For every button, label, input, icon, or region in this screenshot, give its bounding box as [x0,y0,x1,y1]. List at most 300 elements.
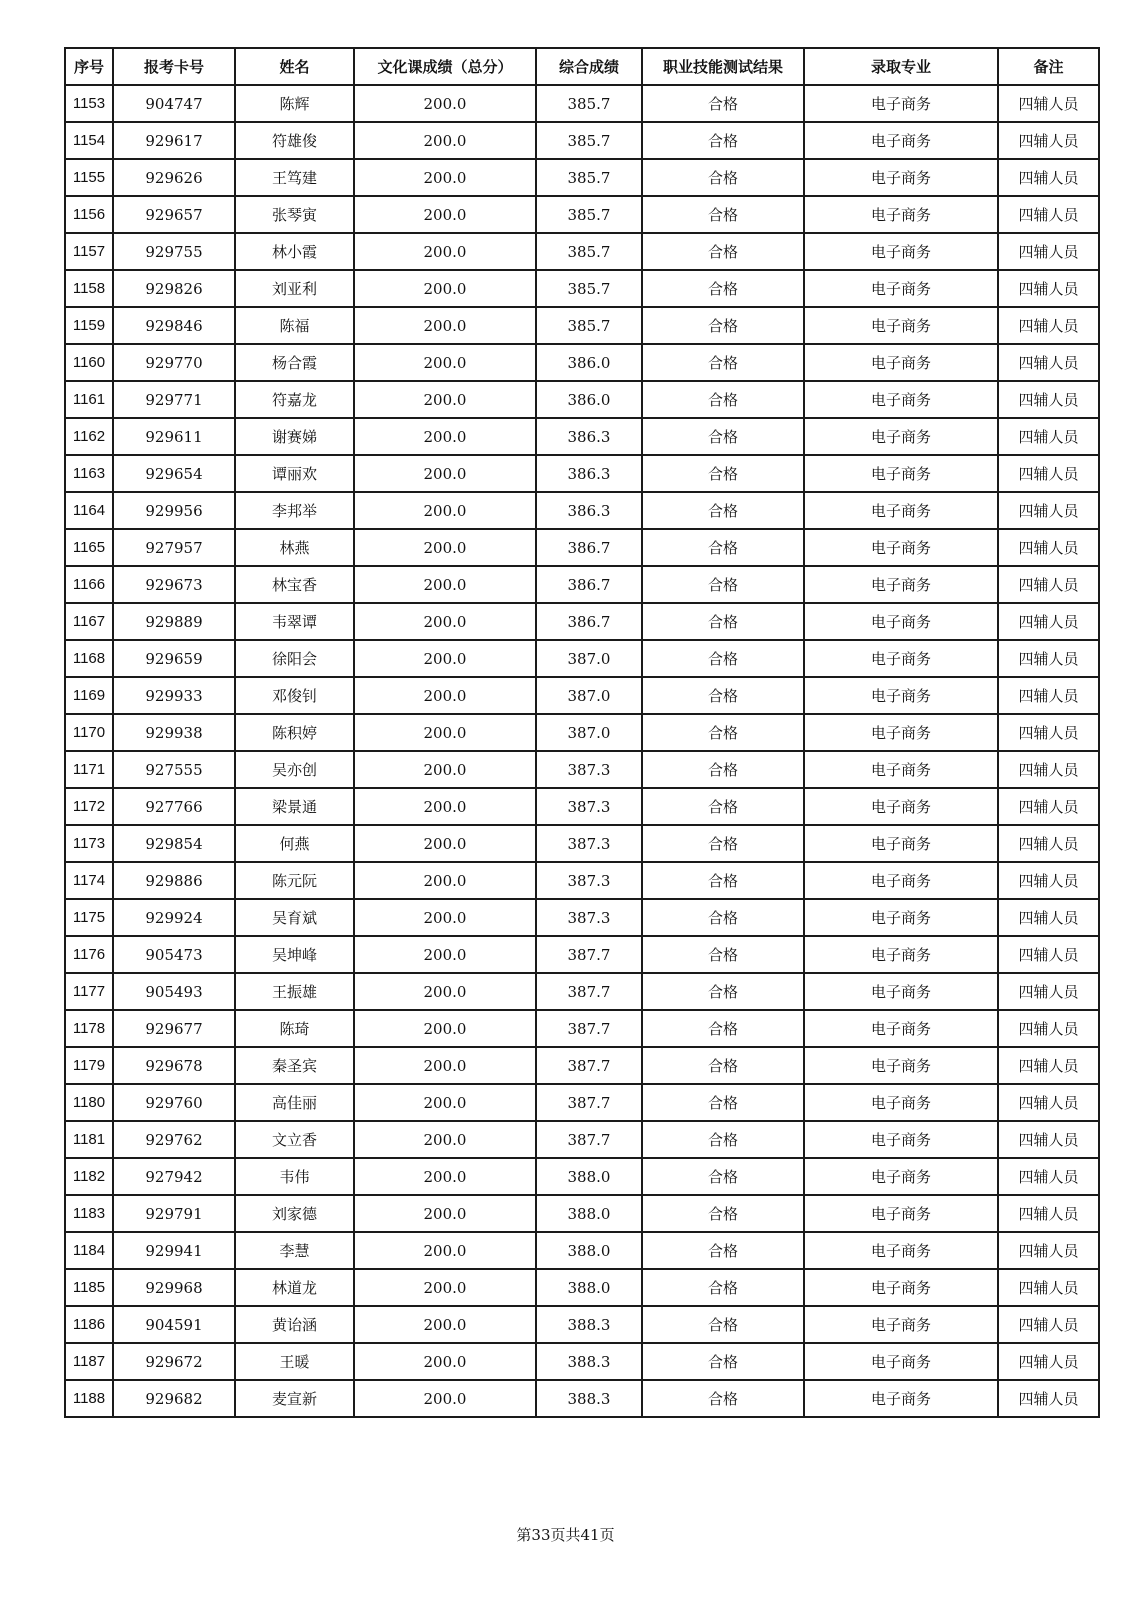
cell-seq: 1162 [65,418,113,455]
cell-overall-score: 387.3 [536,899,642,936]
cell-culture-score: 200.0 [354,1047,536,1084]
cell-skill-test: 合格 [642,418,804,455]
cell-name: 黄诒涵 [235,1306,354,1343]
cell-skill-test: 合格 [642,566,804,603]
cell-seq: 1154 [65,122,113,159]
cell-name: 何燕 [235,825,354,862]
cell-overall-score: 388.3 [536,1306,642,1343]
cell-remark: 四辅人员 [998,344,1099,381]
cell-overall-score: 385.7 [536,233,642,270]
cell-name: 陈福 [235,307,354,344]
cell-culture-score: 200.0 [354,862,536,899]
cell-skill-test: 合格 [642,1269,804,1306]
header-overall-score: 综合成绩 [536,48,642,85]
cell-seq: 1185 [65,1269,113,1306]
cell-skill-test: 合格 [642,196,804,233]
cell-name: 符雄俊 [235,122,354,159]
header-seq: 序号 [65,48,113,85]
page-number: 第33页共41页 [516,1526,615,1544]
cell-seq: 1167 [65,603,113,640]
cell-name: 陈元阮 [235,862,354,899]
cell-major: 电子商务 [804,788,998,825]
cell-seq: 1179 [65,1047,113,1084]
cell-major: 电子商务 [804,1380,998,1417]
cell-culture-score: 200.0 [354,85,536,122]
cell-remark: 四辅人员 [998,973,1099,1010]
table-row [65,1343,1099,1380]
cell-seq: 1159 [65,307,113,344]
cell-skill-test: 合格 [642,85,804,122]
table-row [65,825,1099,862]
cell-name: 林道龙 [235,1269,354,1306]
cell-remark: 四辅人员 [998,677,1099,714]
cell-skill-test: 合格 [642,270,804,307]
cell-remark: 四辅人员 [998,1010,1099,1047]
cell-skill-test: 合格 [642,1306,804,1343]
cell-skill-test: 合格 [642,1121,804,1158]
cell-culture-score: 200.0 [354,307,536,344]
cell-culture-score: 200.0 [354,233,536,270]
cell-seq: 1187 [65,1343,113,1380]
cell-skill-test: 合格 [642,1380,804,1417]
cell-overall-score: 387.0 [536,714,642,751]
cell-card-number: 927555 [113,751,235,788]
cell-name: 刘家德 [235,1195,354,1232]
table-row [65,603,1099,640]
cell-overall-score: 387.7 [536,973,642,1010]
table-row [65,159,1099,196]
cell-remark: 四辅人员 [998,751,1099,788]
cell-culture-score: 200.0 [354,381,536,418]
cell-name: 王暖 [235,1343,354,1380]
table-row [65,492,1099,529]
cell-skill-test: 合格 [642,529,804,566]
cell-culture-score: 200.0 [354,936,536,973]
cell-major: 电子商务 [804,677,998,714]
cell-skill-test: 合格 [642,1195,804,1232]
header-card-number: 报考卡号 [113,48,235,85]
cell-skill-test: 合格 [642,455,804,492]
cell-card-number: 929846 [113,307,235,344]
table-row [65,122,1099,159]
cell-card-number: 929755 [113,233,235,270]
cell-overall-score: 388.0 [536,1158,642,1195]
cell-seq: 1182 [65,1158,113,1195]
cell-name: 韦伟 [235,1158,354,1195]
cell-major: 电子商务 [804,196,998,233]
cell-remark: 四辅人员 [998,1306,1099,1343]
table-row [65,307,1099,344]
cell-major: 电子商务 [804,936,998,973]
cell-remark: 四辅人员 [998,936,1099,973]
cell-card-number: 929770 [113,344,235,381]
cell-name: 陈琦 [235,1010,354,1047]
cell-seq: 1186 [65,1306,113,1343]
cell-overall-score: 386.0 [536,381,642,418]
cell-name: 王笃建 [235,159,354,196]
cell-card-number: 929938 [113,714,235,751]
cell-remark: 四辅人员 [998,307,1099,344]
table-row [65,1047,1099,1084]
cell-overall-score: 386.7 [536,566,642,603]
cell-culture-score: 200.0 [354,1195,536,1232]
cell-culture-score: 200.0 [354,344,536,381]
table-row [65,1158,1099,1195]
cell-major: 电子商务 [804,529,998,566]
cell-card-number: 904591 [113,1306,235,1343]
cell-card-number: 929771 [113,381,235,418]
cell-remark: 四辅人员 [998,455,1099,492]
cell-major: 电子商务 [804,899,998,936]
cell-remark: 四辅人员 [998,640,1099,677]
cell-card-number: 929968 [113,1269,235,1306]
cell-seq: 1157 [65,233,113,270]
cell-overall-score: 387.7 [536,1121,642,1158]
table-row [65,1084,1099,1121]
cell-culture-score: 200.0 [354,159,536,196]
cell-card-number: 929682 [113,1380,235,1417]
cell-skill-test: 合格 [642,492,804,529]
cell-overall-score: 385.7 [536,307,642,344]
cell-name: 林燕 [235,529,354,566]
cell-culture-score: 200.0 [354,714,536,751]
table-row [65,344,1099,381]
cell-culture-score: 200.0 [354,1232,536,1269]
cell-major: 电子商务 [804,344,998,381]
cell-name: 谭丽欢 [235,455,354,492]
cell-culture-score: 200.0 [354,1343,536,1380]
cell-major: 电子商务 [804,492,998,529]
cell-remark: 四辅人员 [998,788,1099,825]
cell-overall-score: 388.3 [536,1343,642,1380]
cell-seq: 1183 [65,1195,113,1232]
cell-name: 林小霞 [235,233,354,270]
cell-overall-score: 386.3 [536,455,642,492]
cell-major: 电子商务 [804,1158,998,1195]
cell-culture-score: 200.0 [354,529,536,566]
cell-remark: 四辅人员 [998,603,1099,640]
cell-skill-test: 合格 [642,1232,804,1269]
cell-remark: 四辅人员 [998,529,1099,566]
cell-remark: 四辅人员 [998,1158,1099,1195]
cell-seq: 1188 [65,1380,113,1417]
cell-seq: 1155 [65,159,113,196]
cell-skill-test: 合格 [642,1084,804,1121]
cell-seq: 1171 [65,751,113,788]
table-row [65,566,1099,603]
cell-skill-test: 合格 [642,381,804,418]
header-skill-test: 职业技能测试结果 [642,48,804,85]
cell-card-number: 929886 [113,862,235,899]
cell-major: 电子商务 [804,122,998,159]
cell-major: 电子商务 [804,307,998,344]
cell-seq: 1158 [65,270,113,307]
cell-name: 张琴寅 [235,196,354,233]
cell-seq: 1173 [65,825,113,862]
cell-card-number: 929826 [113,270,235,307]
cell-skill-test: 合格 [642,1343,804,1380]
cell-overall-score: 387.3 [536,788,642,825]
cell-remark: 四辅人员 [998,862,1099,899]
cell-major: 电子商务 [804,825,998,862]
table-row [65,1269,1099,1306]
cell-seq: 1176 [65,936,113,973]
cell-card-number: 927942 [113,1158,235,1195]
cell-seq: 1175 [65,899,113,936]
cell-skill-test: 合格 [642,677,804,714]
cell-remark: 四辅人员 [998,270,1099,307]
table-body [65,85,1099,1417]
cell-card-number: 929924 [113,899,235,936]
cell-overall-score: 387.0 [536,677,642,714]
cell-remark: 四辅人员 [998,714,1099,751]
cell-name: 高佳丽 [235,1084,354,1121]
cell-seq: 1180 [65,1084,113,1121]
cell-major: 电子商务 [804,418,998,455]
cell-overall-score: 388.0 [536,1232,642,1269]
cell-culture-score: 200.0 [354,492,536,529]
cell-major: 电子商务 [804,862,998,899]
cell-overall-score: 388.3 [536,1380,642,1417]
table-row [65,936,1099,973]
table-row [65,973,1099,1010]
cell-name: 陈辉 [235,85,354,122]
cell-remark: 四辅人员 [998,1343,1099,1380]
cell-major: 电子商务 [804,270,998,307]
cell-seq: 1164 [65,492,113,529]
cell-major: 电子商务 [804,85,998,122]
cell-seq: 1161 [65,381,113,418]
table-row [65,455,1099,492]
cell-major: 电子商务 [804,603,998,640]
cell-culture-score: 200.0 [354,973,536,1010]
table-row [65,529,1099,566]
cell-culture-score: 200.0 [354,640,536,677]
cell-skill-test: 合格 [642,640,804,677]
cell-culture-score: 200.0 [354,1306,536,1343]
cell-overall-score: 386.0 [536,344,642,381]
cell-major: 电子商务 [804,1343,998,1380]
cell-overall-score: 386.3 [536,418,642,455]
cell-card-number: 929673 [113,566,235,603]
table-row [65,1380,1099,1417]
cell-major: 电子商务 [804,566,998,603]
cell-name: 李慧 [235,1232,354,1269]
cell-seq: 1177 [65,973,113,1010]
cell-card-number: 929933 [113,677,235,714]
cell-overall-score: 387.7 [536,1084,642,1121]
cell-major: 电子商务 [804,381,998,418]
cell-overall-score: 387.7 [536,936,642,973]
table-row [65,862,1099,899]
table-row [65,1195,1099,1232]
cell-seq: 1172 [65,788,113,825]
cell-culture-score: 200.0 [354,418,536,455]
cell-overall-score: 387.3 [536,825,642,862]
cell-remark: 四辅人员 [998,159,1099,196]
cell-name: 吴育斌 [235,899,354,936]
table-row [65,899,1099,936]
cell-remark: 四辅人员 [998,233,1099,270]
cell-name: 谢赛娣 [235,418,354,455]
cell-major: 电子商务 [804,1084,998,1121]
cell-remark: 四辅人员 [998,492,1099,529]
cell-remark: 四辅人员 [998,122,1099,159]
cell-skill-test: 合格 [642,862,804,899]
cell-card-number: 929762 [113,1121,235,1158]
cell-name: 梁景通 [235,788,354,825]
cell-skill-test: 合格 [642,751,804,788]
table-row [65,418,1099,455]
cell-culture-score: 200.0 [354,1010,536,1047]
cell-culture-score: 200.0 [354,196,536,233]
cell-remark: 四辅人员 [998,1195,1099,1232]
table-row [65,85,1099,122]
cell-card-number: 929657 [113,196,235,233]
cell-name: 文立香 [235,1121,354,1158]
cell-card-number: 929654 [113,455,235,492]
cell-skill-test: 合格 [642,714,804,751]
table-row [65,196,1099,233]
cell-seq: 1153 [65,85,113,122]
cell-seq: 1166 [65,566,113,603]
cell-remark: 四辅人员 [998,566,1099,603]
cell-remark: 四辅人员 [998,1269,1099,1306]
cell-skill-test: 合格 [642,1010,804,1047]
cell-name: 麦宣新 [235,1380,354,1417]
cell-seq: 1184 [65,1232,113,1269]
cell-card-number: 929672 [113,1343,235,1380]
cell-skill-test: 合格 [642,233,804,270]
cell-card-number: 929617 [113,122,235,159]
table-row [65,714,1099,751]
cell-remark: 四辅人员 [998,196,1099,233]
cell-card-number: 905493 [113,973,235,1010]
cell-overall-score: 387.3 [536,751,642,788]
cell-overall-score: 387.0 [536,640,642,677]
cell-skill-test: 合格 [642,1158,804,1195]
cell-culture-score: 200.0 [354,788,536,825]
cell-major: 电子商务 [804,1232,998,1269]
cell-seq: 1170 [65,714,113,751]
cell-skill-test: 合格 [642,788,804,825]
cell-skill-test: 合格 [642,122,804,159]
cell-remark: 四辅人员 [998,1380,1099,1417]
cell-overall-score: 385.7 [536,159,642,196]
cell-culture-score: 200.0 [354,1158,536,1195]
header-major: 录取专业 [804,48,998,85]
cell-name: 邓俊钊 [235,677,354,714]
cell-card-number: 929677 [113,1010,235,1047]
cell-culture-score: 200.0 [354,1121,536,1158]
cell-remark: 四辅人员 [998,899,1099,936]
table-header-row [65,48,1099,85]
cell-skill-test: 合格 [642,307,804,344]
cell-name: 王振雄 [235,973,354,1010]
table-row [65,788,1099,825]
cell-overall-score: 388.0 [536,1195,642,1232]
cell-skill-test: 合格 [642,825,804,862]
cell-culture-score: 200.0 [354,566,536,603]
cell-name: 杨合霞 [235,344,354,381]
cell-major: 电子商务 [804,1121,998,1158]
header-culture-score: 文化课成绩（总分） [354,48,536,85]
cell-culture-score: 200.0 [354,751,536,788]
cell-seq: 1169 [65,677,113,714]
cell-card-number: 929889 [113,603,235,640]
cell-card-number: 929941 [113,1232,235,1269]
table-row [65,1232,1099,1269]
cell-card-number: 929626 [113,159,235,196]
cell-remark: 四辅人员 [998,85,1099,122]
table-row [65,640,1099,677]
cell-culture-score: 200.0 [354,455,536,492]
cell-major: 电子商务 [804,973,998,1010]
cell-culture-score: 200.0 [354,1269,536,1306]
cell-card-number: 929678 [113,1047,235,1084]
cell-major: 电子商务 [804,1306,998,1343]
cell-name: 陈积婷 [235,714,354,751]
cell-overall-score: 387.7 [536,1047,642,1084]
cell-major: 电子商务 [804,751,998,788]
cell-culture-score: 200.0 [354,122,536,159]
cell-skill-test: 合格 [642,1047,804,1084]
cell-culture-score: 200.0 [354,677,536,714]
admission-table [64,47,1100,1418]
cell-seq: 1160 [65,344,113,381]
table-row [65,751,1099,788]
cell-card-number: 929760 [113,1084,235,1121]
cell-card-number: 929791 [113,1195,235,1232]
cell-seq: 1156 [65,196,113,233]
cell-name: 李邦举 [235,492,354,529]
cell-remark: 四辅人员 [998,825,1099,862]
cell-seq: 1165 [65,529,113,566]
cell-overall-score: 386.3 [536,492,642,529]
cell-card-number: 927957 [113,529,235,566]
cell-name: 符嘉龙 [235,381,354,418]
cell-card-number: 905473 [113,936,235,973]
cell-skill-test: 合格 [642,603,804,640]
cell-remark: 四辅人员 [998,1121,1099,1158]
cell-major: 电子商务 [804,233,998,270]
cell-major: 电子商务 [804,1010,998,1047]
table-row [65,381,1099,418]
cell-card-number: 929854 [113,825,235,862]
header-name: 姓名 [235,48,354,85]
cell-card-number: 929659 [113,640,235,677]
cell-major: 电子商务 [804,714,998,751]
cell-remark: 四辅人员 [998,1084,1099,1121]
cell-card-number: 929956 [113,492,235,529]
cell-remark: 四辅人员 [998,1232,1099,1269]
cell-name: 刘亚利 [235,270,354,307]
table-row [65,1121,1099,1158]
cell-seq: 1178 [65,1010,113,1047]
cell-culture-score: 200.0 [354,270,536,307]
table-row [65,677,1099,714]
cell-overall-score: 386.7 [536,603,642,640]
cell-name: 韦翠谭 [235,603,354,640]
cell-remark: 四辅人员 [998,381,1099,418]
cell-skill-test: 合格 [642,159,804,196]
cell-skill-test: 合格 [642,899,804,936]
cell-card-number: 904747 [113,85,235,122]
cell-seq: 1168 [65,640,113,677]
cell-culture-score: 200.0 [354,1084,536,1121]
cell-overall-score: 386.7 [536,529,642,566]
cell-major: 电子商务 [804,159,998,196]
